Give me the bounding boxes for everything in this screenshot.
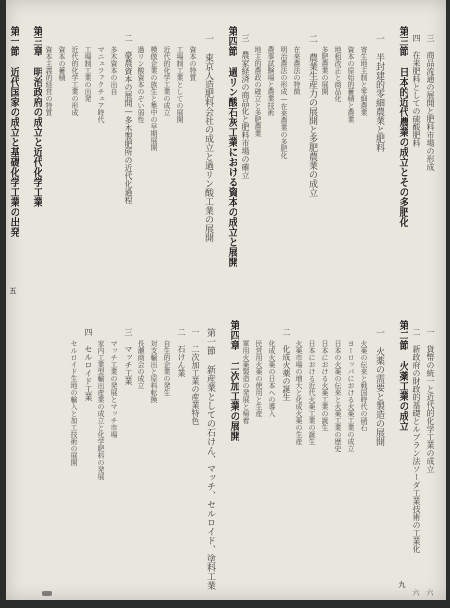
toc-entry: [393, 320, 408, 588]
toc-entry: [96, 26, 107, 314]
toc-entry: [393, 26, 408, 294]
toc-entry-title: 日本における火薬工業の誕生: [321, 340, 329, 431]
toc-entry-title: 軍用火薬製造の発展と帰着: [242, 340, 250, 424]
toc-entry-title: マッチ工業の発展とマッチ市場: [110, 340, 118, 438]
toc-entry: [292, 26, 303, 314]
toc-page-number: 五: [9, 287, 18, 294]
toc-entry-title: 四 在来肥料としての硫酸肥料: [412, 34, 421, 147]
toc-entry-title: 資本主義的経営の特質: [45, 46, 53, 116]
toc-entry-title: 二 新政府の財政的基礎とルブラン法ソーダ工業技術の工業化: [412, 328, 421, 553]
toc-entry: [239, 26, 251, 302]
toc-entry: [175, 320, 187, 596]
toc-entry: [122, 26, 134, 302]
toc-entry-title: 明治農法の形成—在来農業の多肥化: [280, 46, 288, 159]
toc-entry: [44, 26, 55, 314]
toc-entry: [307, 320, 318, 608]
toc-entry: [189, 320, 201, 596]
toc-page-number: 六: [426, 589, 434, 596]
toc-entry-title: 二 農業生産力の展開と多肥農業の成立: [307, 34, 317, 197]
toc-entry: [410, 320, 422, 596]
toc-entry: [372, 320, 385, 596]
toc-entry-title: 第二節 火薬工業の成立: [397, 320, 408, 431]
toc-entry: [424, 320, 436, 596]
toc-entry-title: 三 農家経済の商品化と肥料市場の確立: [241, 34, 250, 179]
toc-entry-title: 家内工業型輸出産業の成立と化学肥料の発展: [97, 340, 105, 480]
toc-entry: [254, 320, 265, 608]
toc-entry-title: 地主的農政の確立と多肥農業: [254, 46, 262, 137]
toc-entry: [162, 26, 173, 314]
toc-entry-title: 三 商品流通の展開と肥料市場の形成: [426, 34, 435, 171]
toc-entry-title: 二 石けん業: [177, 328, 186, 377]
toc-entry: [359, 26, 370, 314]
toc-entry-title: 多肥農業の展開: [321, 46, 329, 95]
toc-entry-title: 火薬市場の増大と化成火薬の生産: [295, 340, 303, 445]
toc-entry: [346, 26, 357, 314]
toc-entry: [267, 320, 278, 608]
toc-band-top: [8, 26, 436, 294]
toc-entry: [109, 320, 120, 608]
toc-entry-title: 第三章 明治政府の成立と近代化学工業: [31, 26, 42, 207]
toc-entry: [109, 26, 120, 314]
toc-entry-title: 日本の火薬の伝来と火薬工業の歴史: [334, 340, 342, 452]
toc-entry-title: 長瀬商会の成立: [137, 340, 145, 389]
toc-entry: [410, 26, 422, 302]
toc-entry: [96, 320, 107, 608]
toc-entry-title: 寄生地主制と零細農業: [360, 46, 368, 116]
toc-entry-title: ヨーロッパにおける火薬工業の成立: [347, 340, 355, 452]
toc-entry-title: 模倣企業の族生と集中の早期展開: [150, 46, 158, 151]
toc-entry-title: 工場制工業としての展開: [176, 46, 184, 123]
toc-entry: [136, 26, 147, 314]
toc-entry: [201, 26, 214, 302]
toc-entry: [241, 320, 252, 608]
toc-entry: [424, 26, 436, 302]
toc-entry-title: 一 火薬の需要と製造の展開: [374, 328, 384, 446]
toc-page-number: 九: [398, 581, 407, 588]
toc-entry-title: 化成火薬の日本への導入: [268, 340, 276, 417]
toc-entry-title: 一 二次加工業の産業特色: [191, 328, 200, 425]
toc-entry: [333, 320, 344, 608]
toc-entry: [253, 26, 264, 314]
toc-entry-title: 第四章 二次加工業の展開: [228, 320, 239, 441]
toc-entry-title: マニュファクチュア時代: [97, 46, 105, 123]
toc-entry: [69, 320, 80, 608]
toc-entry: [83, 26, 94, 314]
toc-entry: [359, 320, 370, 608]
toc-entry-title: 第一節 新産業としての石けん、マッチ、セルロイド、塗料工業: [205, 328, 215, 590]
toc-entry: [4, 26, 19, 294]
toc-entry: [346, 320, 357, 608]
toc-entry-title: 火薬の伝来と戦国時代の硝石: [360, 340, 368, 431]
toc-entry: [333, 26, 344, 314]
toc-entry: [149, 320, 160, 608]
ink-mark: [42, 591, 52, 596]
toc-entry: [320, 26, 331, 314]
toc-entry: [224, 320, 239, 588]
toc-entry-title: 二 豪農資本の展開—多木製肥所の近代化過程: [124, 34, 133, 204]
toc-entry: [27, 26, 42, 294]
toc-entry: [294, 320, 305, 608]
toc-entry-title: 農事試験場と農業技術: [267, 46, 275, 116]
toc-entry: [279, 26, 290, 314]
toc-entry-title: 第一節 近代国家の成立と基礎化学工業の出発: [8, 26, 19, 237]
toc-entry-title: 過リン酸資本のぞい弱性: [137, 46, 145, 123]
toc-page-number: 六: [412, 589, 420, 596]
toc-entry-title: 資本の原始的蓄積と農業: [347, 46, 355, 123]
toc-entry-title: 資本の蓄積: [58, 46, 66, 81]
toc-entry: [57, 26, 68, 314]
toc-entry-title: 地租改正と商品化: [334, 46, 342, 102]
toc-entry-title: 四 セルロイド工業: [84, 328, 93, 401]
toc-entry: [82, 320, 94, 596]
toc-entry-title: 第四節 過リン酸石灰工業における資本の成立と展開: [226, 26, 237, 267]
toc-entry-title: 多木資本の出自: [110, 46, 118, 95]
toc-entry: [222, 26, 237, 294]
toc-entry-title: 一 半封建的零細農業と肥料: [374, 34, 384, 152]
toc-entry-title: 三 マッチ工業: [124, 328, 133, 385]
toc-entry: [372, 26, 385, 302]
toc-entry-title: 在来農法の特徴: [293, 46, 301, 95]
toc-entry-title: 第三節 日本的近代農業の成立とその多肥化: [397, 26, 408, 227]
toc-entry: [305, 26, 318, 302]
book-page: [6, 0, 446, 600]
toc-entry-title: 一 東京人造肥料会社の成立と過リン酸工業の展開: [203, 34, 213, 242]
toc-entry-title: 近代的化学工業の形成: [71, 46, 79, 116]
toc-entry: [162, 320, 173, 608]
toc-entry-title: 一 貨幣の統一と近代的化学工業の成立: [426, 328, 435, 473]
toc-entry-title: セルロイド生地の輸入と加工技術の展開: [70, 340, 78, 466]
toc-entry-title: 民営用火薬の使用と生産: [255, 340, 263, 417]
toc-entry: [203, 320, 216, 596]
toc-entry-title: 近代的化学工業の成立: [163, 46, 171, 116]
toc-entry: [188, 26, 199, 314]
toc-entry-title: 工場制工業の出発: [84, 46, 92, 102]
toc-entry: [70, 26, 81, 314]
toc-entry: [149, 26, 160, 314]
toc-entry: [136, 320, 147, 608]
toc-entry: [175, 26, 186, 314]
toc-entry-title: 日本における近代火薬工業の誕生: [308, 340, 316, 445]
toc-entry: [280, 320, 292, 596]
toc-band-bottom: [24, 320, 436, 596]
toc-entry-title: 二 化成火薬の誕生: [282, 328, 291, 401]
toc-entry: [320, 320, 331, 608]
toc-entry-title: 自生的企業の発生: [163, 340, 171, 396]
toc-entry-title: 資本の特質: [189, 46, 197, 81]
toc-entry: [266, 26, 277, 314]
toc-entry-title: 対支輸出と原料転換: [150, 340, 158, 403]
toc-entry: [122, 320, 134, 596]
